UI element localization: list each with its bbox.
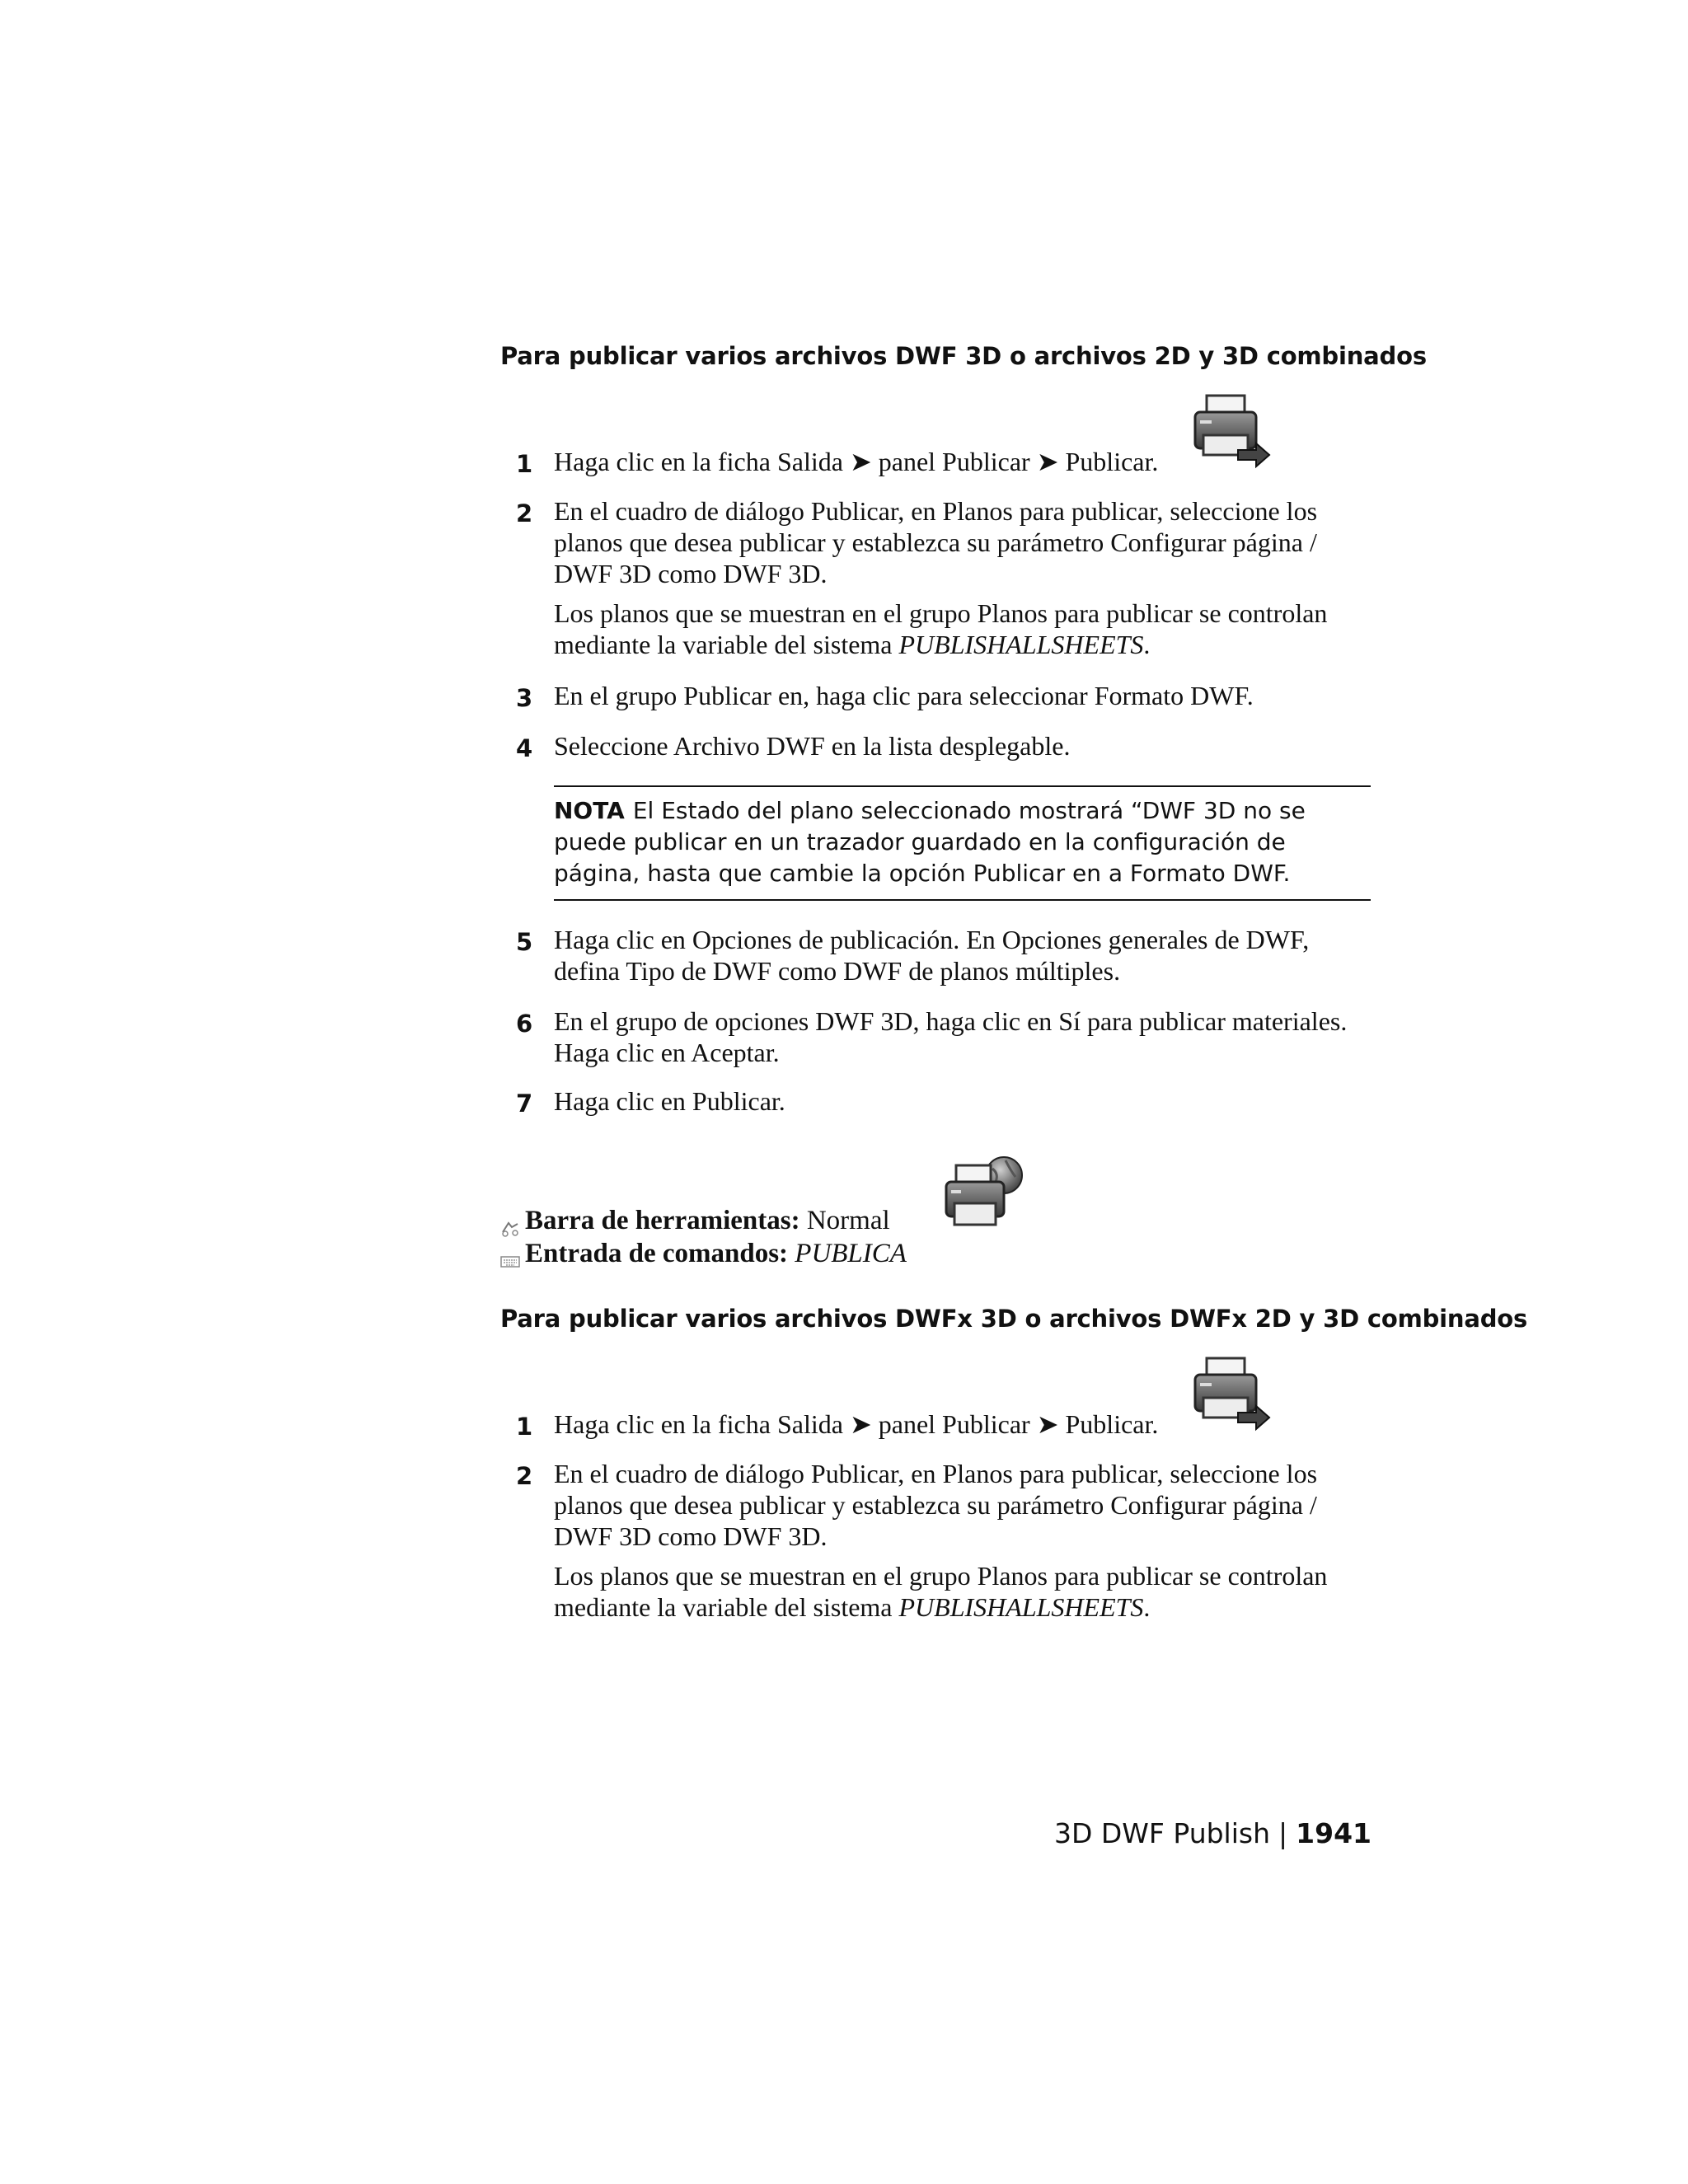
toolbar-label: Barra de herramientas: [525,1206,800,1235]
command-label: Entrada de comandos: [525,1239,789,1268]
printer-globe-icon [945,1154,1027,1233]
command-access-line [500,1239,907,1269]
keyboard-icon [500,1247,520,1263]
step-text: En el cuadro de diálogo Publicar, en Planos para publicar, seleccione los planos que desea publicar y establezca su parámetro Configurar página / DWF 3D como DWF 3D. [554,1459,1318,1551]
step-number: 1 [516,450,533,478]
step-number: 6 [516,1010,533,1038]
step-number: 4 [516,734,533,762]
step-text: Haga clic en la ficha Salida ➤ panel Publicar ➤ Publicar. [554,1409,1159,1439]
toolbar-access-line [500,1206,890,1236]
note-text: El Estado del plano seleccionado mostrará “DWF 3D no se puede publicar en un trazador guardado en la configuración de página, hasta que cambie la opción Publicar en a Formato DWF. [554,797,1306,887]
step-number: 2 [516,499,533,527]
note-box [554,785,1371,901]
step-text: En el grupo Publicar en, haga clic para seleccionar Formato DWF. [554,681,1254,710]
step-text: Haga clic en Opciones de publicación. En Opciones generales de DWF, defina Tipo de DWF como DWF de planos múltiples. [554,925,1310,986]
system-variable: PUBLISHALLSHEETS [898,1592,1144,1622]
note-label: NOTA [554,797,625,824]
printer-arrow-icon [1192,392,1271,471]
footer-section-title: 3D DWF Publish [1053,1817,1271,1849]
printer-arrow-icon [1192,1355,1271,1434]
toolbar-value: Normal [806,1206,890,1235]
step-text: En el cuadro de diálogo Publicar, en Planos para publicar, seleccione los planos que desea publicar y establezca su parámetro Configurar página / DWF 3D como DWF 3D. [554,496,1318,588]
page-number: 1941 [1296,1817,1372,1849]
toolbar-icon [500,1214,520,1230]
footer-separator: | [1278,1817,1288,1849]
section-heading-dwfx3d: Para publicar varios archivos DWFx 3D o archivos DWFx 2D y 3D combinados [500,1305,1528,1333]
step-number: 3 [516,684,533,712]
page-footer [1054,1817,1372,1849]
step-subtext: Los planos que se muestran en el grupo Planos para publicar se controlan mediante la variable del sistema PUBLISHALLSHEETS. [554,598,1328,659]
step-text: Haga clic en Publicar. [554,1086,785,1116]
step-number: 5 [516,928,533,956]
system-variable: PUBLISHALLSHEETS [898,630,1144,659]
command-value: PUBLICA [795,1239,907,1268]
step-subtext: Los planos que se muestran en el grupo Planos para publicar se controlan mediante la variable del sistema PUBLISHALLSHEETS. [554,1561,1328,1622]
step-text: Seleccione Archivo DWF en la lista desplegable. [554,731,1071,761]
step-number: 7 [516,1090,533,1118]
step-number: 1 [516,1413,533,1441]
section-heading-dwf3d: Para publicar varios archivos DWF 3D o archivos 2D y 3D combinados [500,342,1427,370]
step-number: 2 [516,1462,533,1490]
step-text: En el grupo de opciones DWF 3D, haga clic en Sí para publicar materiales. Haga clic en Aceptar. [554,1006,1348,1067]
step-text: Haga clic en la ficha Salida ➤ panel Publicar ➤ Publicar. [554,447,1159,476]
